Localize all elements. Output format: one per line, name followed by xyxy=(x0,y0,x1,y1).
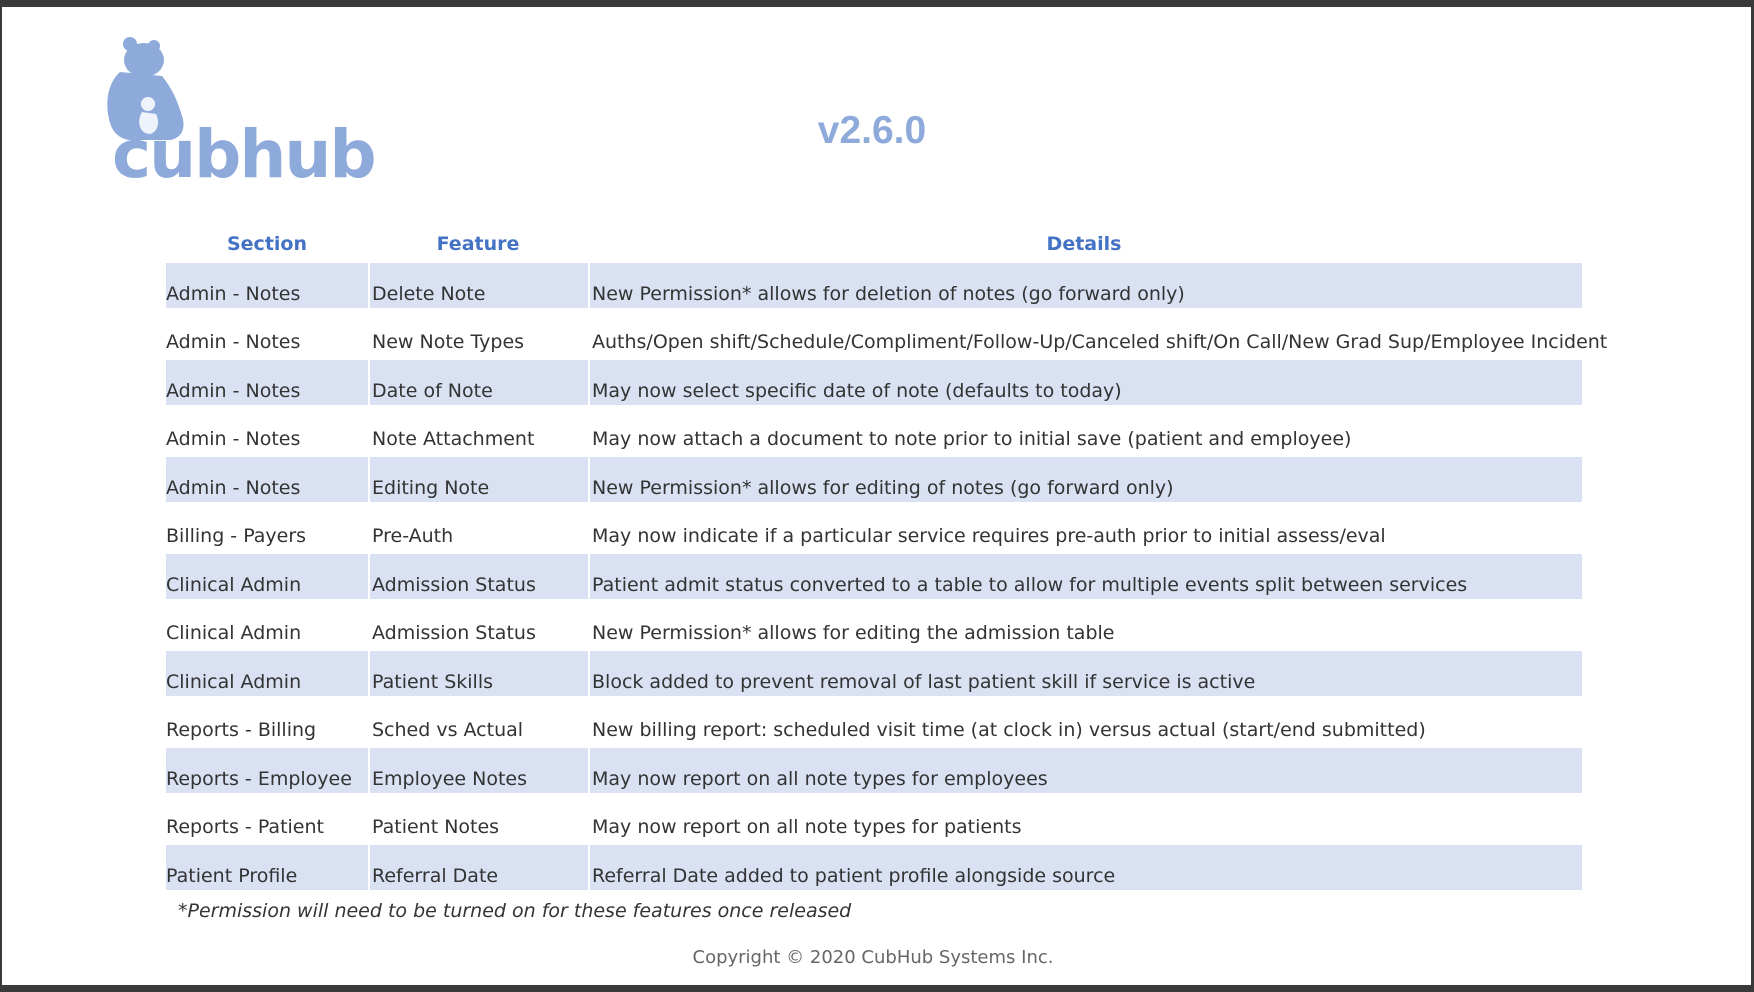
cell-section: Billing - Payers xyxy=(166,525,307,547)
cell-feature: Employee Notes xyxy=(370,748,588,793)
table-row xyxy=(166,405,1580,454)
permission-footnote: *Permission will need to be turned on for these features once released xyxy=(178,900,852,922)
cell-feature: Editing Note xyxy=(370,457,588,502)
cell-feature: Admission Status xyxy=(370,554,588,599)
table-row xyxy=(166,550,1580,599)
cell-feature: Note Attachment xyxy=(372,428,535,450)
cell-section: Clinical Admin xyxy=(166,651,368,696)
cell-details: Patient admit status converted to a table to allow for multiple events split between services xyxy=(590,554,1582,599)
cell-feature: Patient Notes xyxy=(372,816,500,838)
cell-section: Reports - Billing xyxy=(166,719,317,741)
document-page xyxy=(2,7,1751,985)
header-feature: Feature xyxy=(436,233,520,255)
cell-feature: Pre-Auth xyxy=(372,525,454,547)
table-row xyxy=(166,308,1608,357)
table-row xyxy=(166,453,1580,502)
table-row xyxy=(166,793,1580,842)
cell-details: Block added to prevent removal of last patient skill if service is active xyxy=(590,651,1582,696)
table-row xyxy=(166,841,1580,890)
cell-details: May now indicate if a particular service requires pre-auth prior to initial assess/eval xyxy=(592,525,1386,547)
table-row xyxy=(166,599,1580,648)
cell-section: Clinical Admin xyxy=(166,554,368,599)
cell-details: New Permission* allows for deletion of notes (go forward only) xyxy=(590,263,1582,308)
cell-details: May now attach a document to note prior to initial save (patient and employee) xyxy=(592,428,1352,450)
version-title: v2.6.0 xyxy=(817,109,927,152)
cell-details: New Permission* allows for editing of notes (go forward only) xyxy=(590,457,1582,502)
cell-section: Reports - Employee xyxy=(166,748,368,793)
cell-details: May now report on all note types for employees xyxy=(590,748,1582,793)
cell-section: Patient Profile xyxy=(166,845,368,890)
cell-details: May now report on all note types for patients xyxy=(592,816,1022,838)
cell-feature: Delete Note xyxy=(370,263,588,308)
table-row xyxy=(166,696,1580,745)
cell-details: Auths/Open shift/Schedule/Compliment/Follow-Up/Canceled shift/On Call/New Grad Sup/Employee Incident xyxy=(592,331,1608,353)
cubhub-logo xyxy=(102,32,375,197)
cell-details: New billing report: scheduled visit time (at clock in) versus actual (start/end submitted) xyxy=(592,719,1426,741)
cell-feature: Date of Note xyxy=(370,360,588,405)
copyright-text: Copyright © 2020 CubHub Systems Inc. xyxy=(692,947,1054,968)
cell-section: Admin - Notes xyxy=(166,331,301,353)
cell-feature: Patient Skills xyxy=(370,651,588,696)
cell-details: May now select specific date of note (defaults to today) xyxy=(590,360,1582,405)
cell-section: Admin - Notes xyxy=(166,428,301,450)
cell-section: Reports - Patient xyxy=(166,816,324,838)
header-section: Section xyxy=(226,233,307,255)
table-row xyxy=(166,744,1580,793)
table-row xyxy=(166,647,1580,696)
table-row xyxy=(166,356,1580,405)
table-row xyxy=(166,502,1580,551)
release-notes-table xyxy=(166,229,1608,890)
cell-details: New Permission* allows for editing the admission table xyxy=(592,622,1115,644)
cell-feature: Admission Status xyxy=(372,622,536,644)
cell-feature: Sched vs Actual xyxy=(372,719,524,741)
table-body xyxy=(166,259,1608,890)
cell-feature: New Note Types xyxy=(372,331,525,353)
cell-section: Admin - Notes xyxy=(166,457,368,502)
header-details: Details xyxy=(1046,233,1122,255)
table-header xyxy=(166,229,1580,259)
cell-feature: Referral Date xyxy=(370,845,588,890)
logo-wordmark: cubhub xyxy=(112,116,375,193)
cell-details: Referral Date added to patient profile alongside source xyxy=(590,845,1582,890)
cell-section: Admin - Notes xyxy=(166,360,368,405)
cell-section: Clinical Admin xyxy=(166,622,302,644)
table-row xyxy=(166,259,1580,308)
cell-section: Admin - Notes xyxy=(166,263,368,308)
